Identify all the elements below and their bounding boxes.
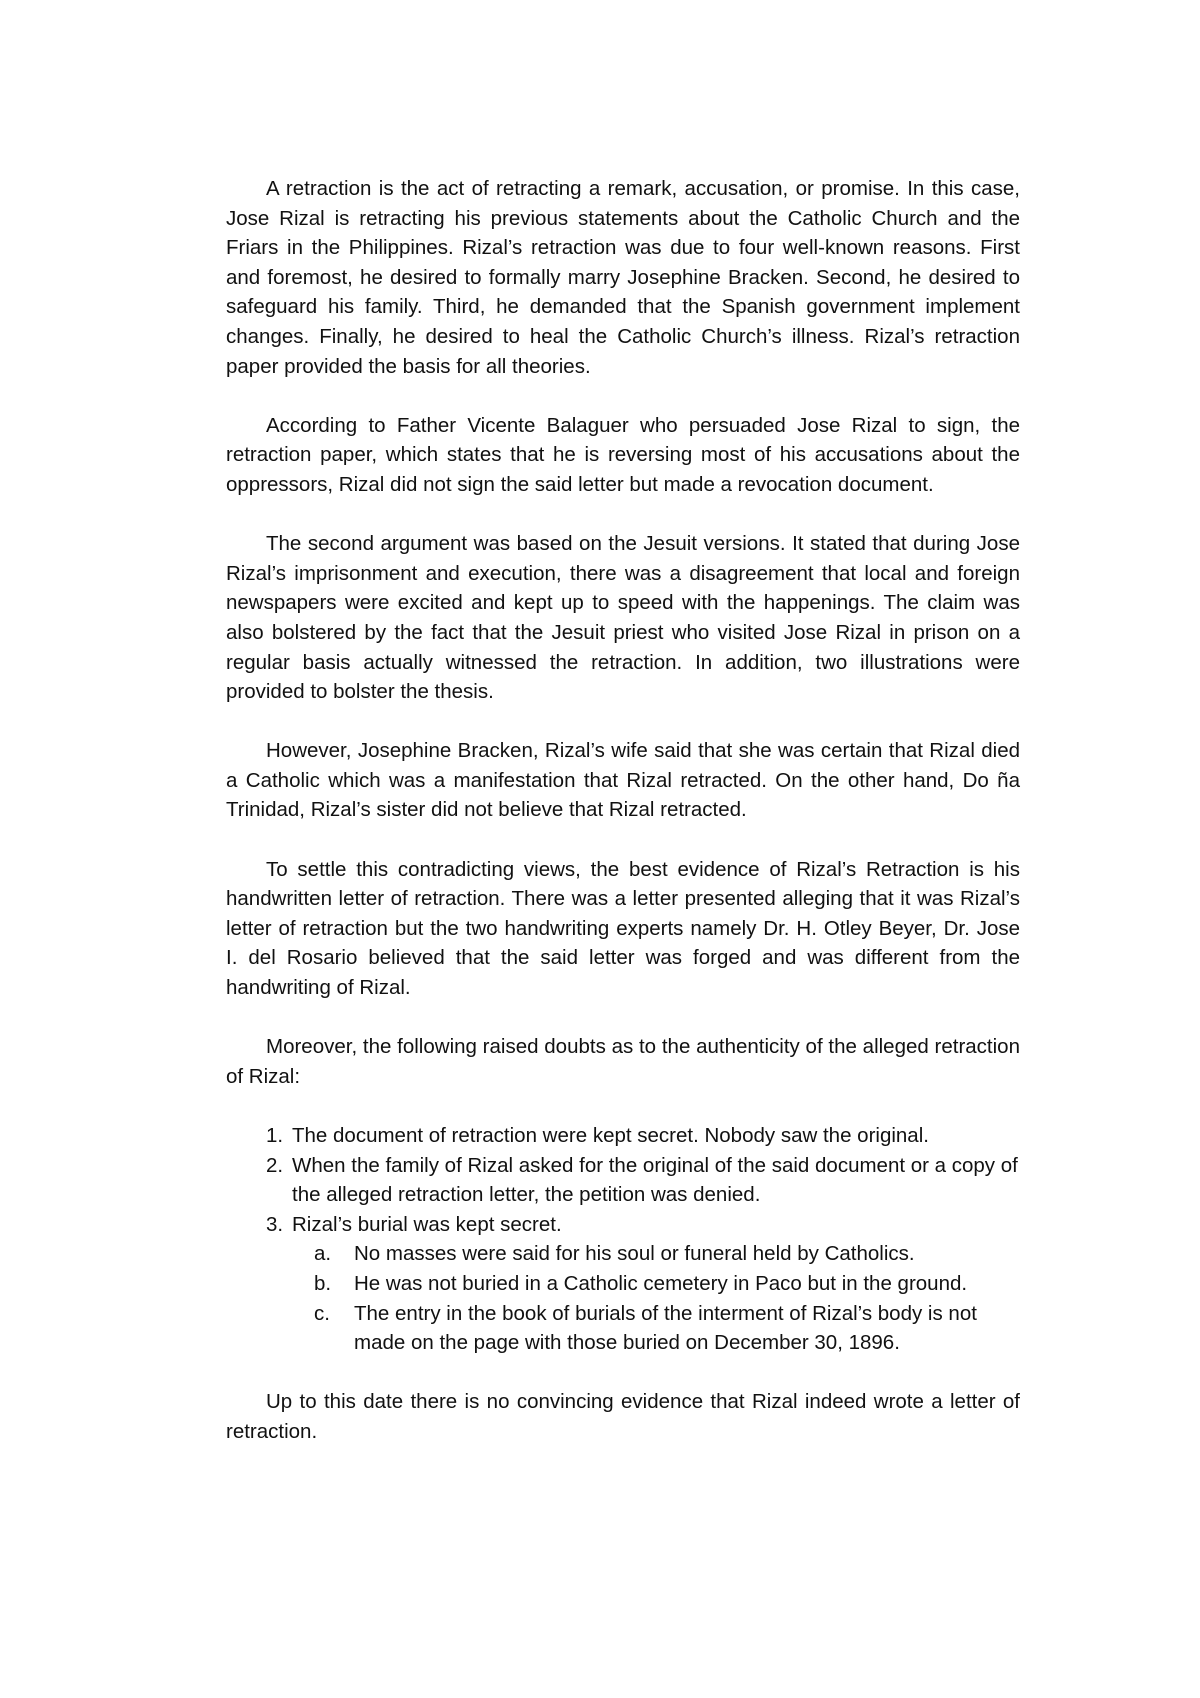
sublist-item	[226, 1239, 1020, 1269]
sublist-letter: c.	[314, 1301, 330, 1325]
list-item-text: Rizal’s burial was kept secret.	[292, 1212, 562, 1236]
paragraph-handwriting: To settle this contradicting views, the best evidence of Rizal’s Retraction is his handwritten letter of retraction. There was a letter presented alleging that it was Rizal’s letter of retraction but the two handwriting experts namely Dr. H. Otley Beyer, Dr. Jose I. del Rosario believed that the said letter was forged and was different from the handwriting of Rizal.	[226, 857, 1020, 1000]
sublist-item	[226, 1269, 1020, 1299]
paragraph-conclusion: Up to this date there is no convincing evidence that Rizal indeed wrote a letter of retraction.	[226, 1390, 1020, 1443]
list-item	[226, 1210, 1020, 1240]
sublist-item-text: The entry in the book of burials of the interment of Rizal’s body is not made on the page with those buried on December 30, 1896.	[354, 1301, 977, 1355]
sublist-letter: b.	[314, 1271, 332, 1295]
list-item-text: The document of retraction were kept secret. Nobody saw the original.	[292, 1124, 929, 1147]
sublist-item-text: No masses were said for his soul or funeral held by Catholics.	[354, 1242, 915, 1266]
paragraph-doubts-intro: Moreover, the following raised doubts as to the authenticity of the alleged retraction of Rizal:	[226, 1035, 1020, 1088]
paragraph-definition: A retraction is the act of retracting a remark, accusation, or promise. In this case, Jose Rizal is retracting his previous statements about the Catholic Church and the Friars in the Philippines. Rizal’s retraction was due to four well-known reasons. First and foremost, he desired to formally marry Josephine Bracken. Second, he desired to safeguard his family. Third, he demanded that the Spanish government implement changes. Finally, he desired to heal the Catholic Church’s illness. Rizal’s retraction paper provided the basis for all theories.	[226, 177, 1020, 378]
doubts-list	[226, 1121, 1020, 1358]
list-item	[226, 1121, 1020, 1151]
list-item	[226, 1151, 1020, 1210]
list-number: 1.	[266, 1124, 284, 1147]
list-item-text: When the family of Rizal asked for the original of the said document or a copy of the alleged retraction letter, the petition was denied.	[292, 1153, 1018, 1207]
document-page	[226, 174, 1020, 1447]
sublist-letter: a.	[314, 1242, 332, 1266]
sublist-item	[226, 1299, 1020, 1358]
list-number: 2.	[266, 1153, 284, 1177]
burial-sublist	[226, 1239, 1020, 1357]
list-number: 3.	[266, 1212, 284, 1236]
paragraph-bracken: However, Josephine Bracken, Rizal’s wife said that she was certain that Rizal died a Catholic which was a manifestation that Rizal retracted. On the other hand, Do ña Trinidad, Rizal’s sister did not believe that Rizal retracted.	[226, 739, 1020, 822]
paragraph-balaguer: According to Father Vicente Balaguer who persuaded Jose Rizal to sign, the retraction paper, which states that he is reversing most of his accusations about the oppressors, Rizal did not sign the said letter but made a revocation document.	[226, 413, 1020, 496]
sublist-item-text: He was not buried in a Catholic cemetery in Paco but in the ground.	[354, 1271, 968, 1295]
paragraph-jesuit: The second argument was based on the Jesuit versions. It stated that during Jose Rizal’s imprisonment and execution, there was a disagreement that local and foreign newspapers were excited and kept up to speed with the happenings. The claim was also bolstered by the fact that the Jesuit priest who visited Jose Rizal in prison on a regular basis actually witnessed the retraction. In addition, two illustrations were provided to bolster the thesis.	[226, 532, 1020, 704]
